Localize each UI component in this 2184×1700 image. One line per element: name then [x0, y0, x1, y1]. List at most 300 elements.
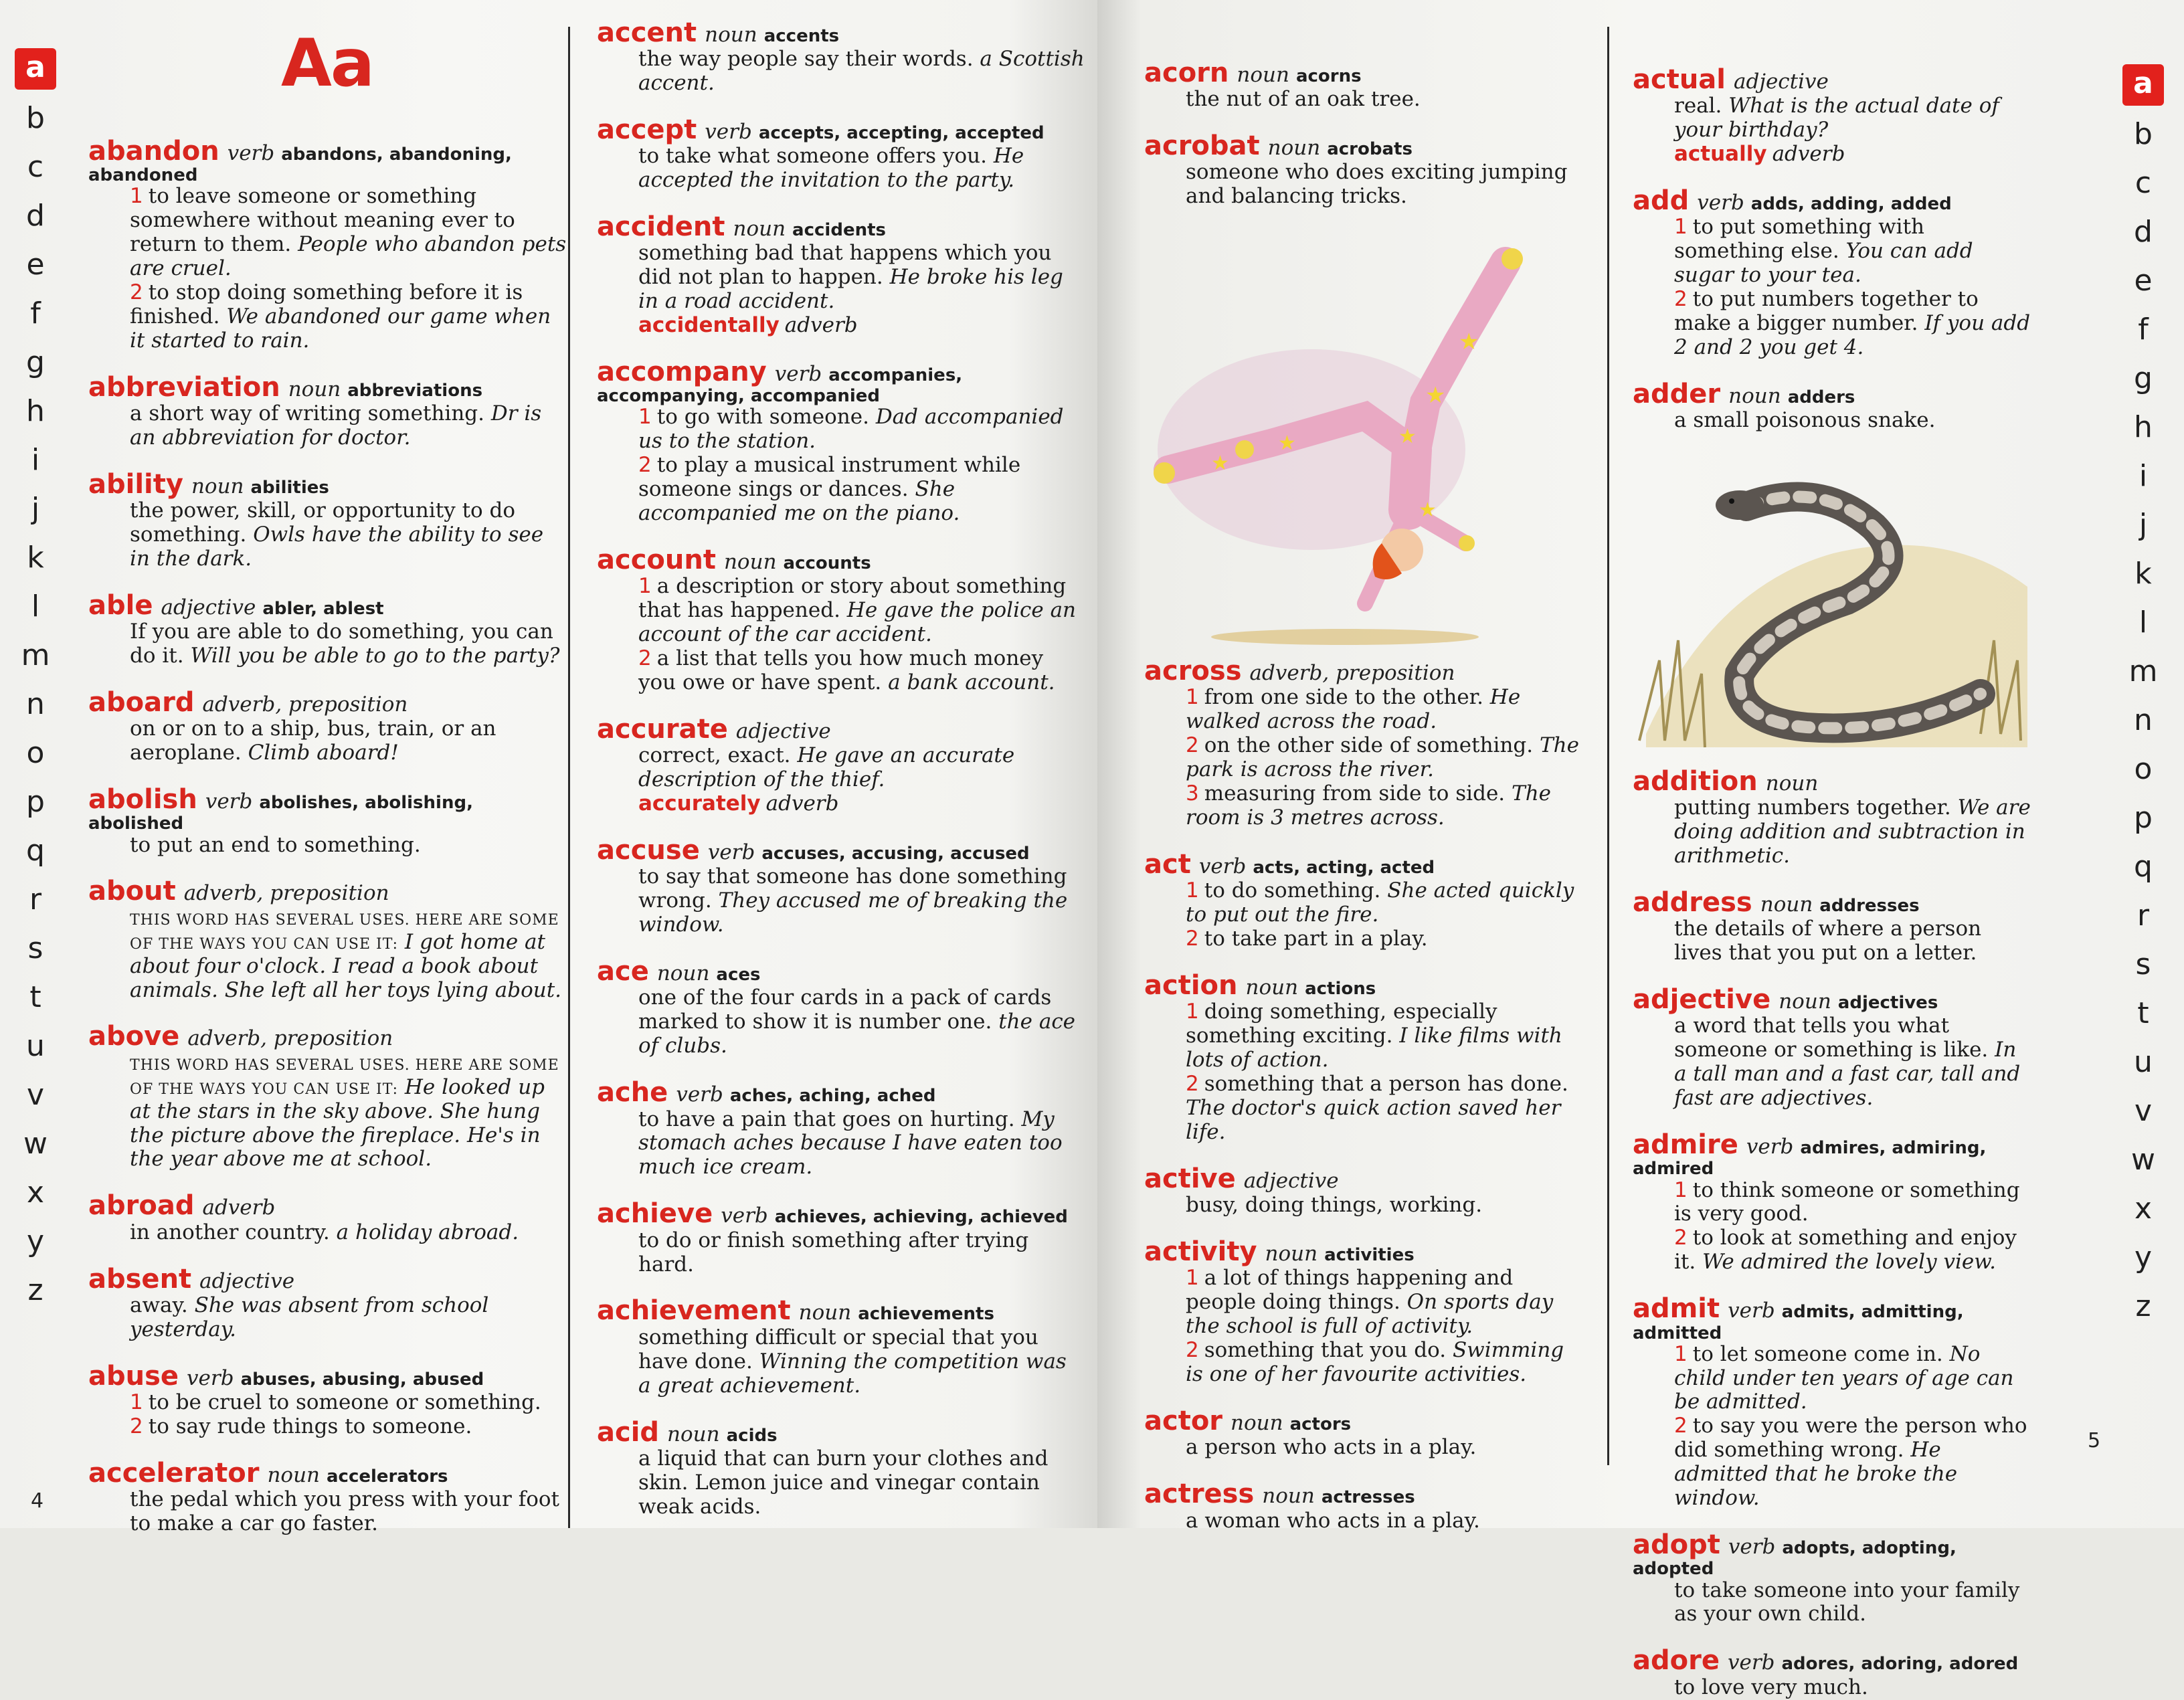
page-number-right: 5	[2088, 1429, 2101, 1452]
definition	[638, 145, 1085, 193]
headword: addition	[1633, 766, 1758, 797]
entry-header	[88, 470, 567, 499]
definition	[1674, 1343, 2034, 1415]
alphabet-letter: p	[2134, 801, 2153, 835]
headword: abbreviation	[88, 371, 280, 403]
right-page	[1097, 0, 2184, 1699]
dictionary-entry	[88, 1192, 567, 1244]
example-sentence: The room is 3 metres across.	[1186, 781, 1552, 830]
entry-body	[1674, 94, 2034, 167]
sense-number: 2	[130, 1414, 143, 1438]
example-sentence: Climb aboard!	[248, 741, 399, 765]
part-of-speech: noun	[798, 1301, 852, 1325]
definition-text: the way people say their words.	[638, 47, 974, 72]
definition	[638, 575, 1085, 647]
definition	[1186, 161, 1579, 209]
adder-snake-icon	[1633, 453, 2034, 767]
definition	[130, 1488, 567, 1536]
headword: aboard	[88, 687, 195, 719]
part-of-speech: noun	[667, 1422, 720, 1446]
part-of-speech: verb	[1198, 854, 1247, 879]
entry-header	[1144, 132, 1579, 161]
definition-text: someone who does exciting jumping and balancing tricks.	[1186, 160, 1568, 209]
acrobat-icon	[1144, 229, 1559, 657]
part-of-speech: adverb, preposition	[202, 692, 408, 717]
example-sentence: Swimming is one of her favourite activities.	[1186, 1338, 1564, 1387]
alphabet-letter: j	[31, 492, 40, 526]
dictionary-entry	[597, 358, 1085, 526]
entry-header	[88, 688, 567, 717]
example-sentence: Owls have the ability to see in the dark.	[130, 523, 544, 571]
definition-text: to say that someone has done something wrong.	[638, 864, 1067, 913]
entry-header	[1633, 66, 2034, 94]
entry-header	[88, 137, 567, 185]
dictionary-entry	[88, 591, 567, 668]
definition	[1674, 917, 2034, 965]
dictionary-entry	[1144, 1407, 1579, 1460]
headword: ache	[597, 1077, 668, 1109]
headword: accuse	[597, 835, 700, 866]
derived-word: accurately	[638, 791, 761, 816]
entry-header	[597, 1078, 1085, 1107]
entry-body	[130, 1221, 567, 1245]
headword: action	[1144, 970, 1238, 1002]
derived-form	[638, 792, 1085, 816]
inflections: abandons, abandoning, abandoned	[88, 145, 512, 186]
acrobat-illustration	[1144, 229, 1579, 657]
definition	[638, 986, 1085, 1058]
example-sentence: We admired the lovely view.	[1702, 1250, 1996, 1274]
entry-header	[597, 546, 1085, 575]
example-sentence: He gave the police an account of the car accident.	[638, 598, 1077, 647]
sense-number: 1	[1674, 215, 1688, 240]
definition-text: a small poisonous snake.	[1674, 408, 1936, 433]
definition-text: to stop doing something before it is finished.	[130, 280, 523, 329]
definition-text: If you are able to do something, you can do it.	[130, 620, 553, 668]
part-of-speech: noun	[733, 217, 786, 242]
example-sentence: We abandoned our game when it started to rain.	[130, 304, 551, 353]
headword: actual	[1633, 64, 1726, 95]
entry-body	[1674, 1179, 2034, 1275]
definition-text: to take someone into your family as your own child.	[1674, 1578, 2020, 1626]
part-of-speech: verb	[676, 1082, 723, 1107]
alphabet-letter: e	[2134, 264, 2153, 298]
example-sentence: He broke his leg in a road accident.	[638, 265, 1063, 314]
definition-text: to do something.	[1204, 878, 1381, 903]
sense-number: 2	[1674, 1226, 1688, 1250]
alphabet-letter: m	[21, 638, 50, 672]
alphabet-letter: t	[29, 980, 41, 1014]
sense-number: 2	[1186, 927, 1199, 951]
dictionary-entry	[1144, 59, 1579, 112]
definition-text: to let someone come in.	[1692, 1341, 1943, 1366]
part-of-speech: adjective	[161, 595, 256, 620]
entry-header	[1144, 59, 1579, 88]
definition-text: doing something, especially something exciting.	[1186, 1000, 1497, 1048]
dictionary-entry	[597, 19, 1085, 96]
definition-text: the nut of an oak tree.	[1186, 87, 1421, 112]
alphabet-letter: g	[26, 345, 45, 379]
alphabet-letter: m	[2128, 654, 2158, 688]
entry-body	[1186, 1266, 1579, 1387]
dictionary-entry	[597, 1078, 1085, 1179]
part-of-speech: verb	[187, 1365, 234, 1390]
definition-text: to love very much.	[1674, 1675, 1868, 1699]
part-of-speech: verb	[1728, 1299, 1775, 1323]
definition	[130, 1294, 567, 1342]
alphabet-tab-active: a	[2122, 64, 2164, 106]
dictionary-entry	[1633, 767, 2034, 868]
alphabet-letter: j	[2138, 508, 2148, 542]
alphabet-index-left	[15, 48, 56, 1315]
headword: ace	[597, 956, 649, 987]
sense-number: 1	[1186, 1266, 1199, 1291]
part-of-speech: adjective	[735, 719, 831, 744]
dictionary-entry	[1633, 1646, 2034, 1699]
entry-body	[130, 1391, 567, 1439]
entry-header	[597, 19, 1085, 48]
entry-header	[597, 116, 1085, 145]
definition-text: real.	[1674, 94, 1722, 118]
inflections: accuses, accusing, accused	[761, 844, 1030, 864]
entry-header	[597, 957, 1085, 986]
definition	[1186, 1072, 1579, 1145]
headword: address	[1633, 887, 1752, 919]
dictionary-entry	[597, 1297, 1085, 1398]
headword: accept	[597, 114, 697, 146]
entry-header	[1144, 971, 1579, 1000]
derived-form	[638, 314, 1085, 338]
dictionary-entry	[88, 1022, 567, 1171]
example-sentence: a bank account.	[888, 670, 1055, 695]
headword: achieve	[597, 1198, 713, 1230]
entry-header	[1633, 888, 2034, 917]
entry-header	[1633, 1531, 2034, 1578]
alphabet-letter: t	[2137, 996, 2149, 1030]
left-page	[0, 0, 1097, 1535]
alphabet-letter: e	[26, 248, 45, 282]
alphabet-letter: k	[27, 541, 44, 575]
headword: abuse	[88, 1360, 179, 1392]
entry-body	[130, 499, 567, 571]
definition	[1186, 879, 1579, 927]
part-of-speech: verb	[1746, 1135, 1794, 1159]
entry-header	[88, 1022, 567, 1051]
example-sentence: I like films with lots of action.	[1186, 1024, 1562, 1072]
part-of-speech: noun	[1779, 989, 1831, 1014]
definition-text: the power, skill, or opportunity to do something.	[130, 498, 516, 547]
definition	[130, 1221, 567, 1245]
definition-text: to put something with something else.	[1674, 215, 1925, 264]
alphabet-letter: f	[30, 296, 41, 330]
part-of-speech: noun	[656, 961, 710, 986]
headword: accelerator	[88, 1457, 260, 1489]
definition-text: to say you were the person who did something wrong.	[1674, 1414, 2027, 1462]
headword: able	[88, 590, 153, 622]
definition	[1186, 1436, 1579, 1460]
entry-body	[1186, 1000, 1579, 1145]
entry-body	[638, 145, 1085, 193]
alphabet-letter: z	[27, 1273, 43, 1307]
dictionary-entry	[1633, 187, 2034, 360]
entry-body	[638, 1447, 1085, 1519]
inflections: acts, acting, acted	[1253, 858, 1435, 878]
entry-body	[130, 1052, 567, 1172]
dictionary-entry	[597, 836, 1085, 937]
definition	[130, 717, 567, 765]
inflections: acids	[726, 1425, 778, 1446]
entry-body	[638, 986, 1085, 1058]
page-number-left: 4	[31, 1489, 44, 1513]
alphabet-letter: u	[2134, 1045, 2153, 1079]
entry-body	[130, 1294, 567, 1342]
part-of-speech: verb	[205, 789, 253, 814]
entry-header	[88, 877, 567, 906]
example-sentence: He admitted that he broke the window.	[1674, 1438, 1958, 1511]
part-of-speech: adverb, preposition	[1249, 661, 1455, 686]
headword: adore	[1633, 1645, 1720, 1677]
headword: admit	[1633, 1293, 1720, 1325]
definition	[1186, 734, 1579, 782]
alphabet-letter: r	[29, 882, 42, 917]
entry-body	[1186, 1436, 1579, 1460]
part-of-speech: adjective	[199, 1268, 295, 1293]
headword: actor	[1144, 1406, 1223, 1437]
alphabet-letter: d	[26, 199, 45, 233]
derived-pos: adverb	[765, 791, 839, 816]
definition-text: something that you do.	[1204, 1338, 1447, 1363]
entry-header	[1144, 1407, 1579, 1436]
example-sentence: The doctor's quick action saved her life.	[1186, 1096, 1561, 1145]
definition-text: to do or finish something after trying hard.	[638, 1228, 1029, 1277]
entry-header	[88, 1459, 567, 1488]
entry-body	[1674, 215, 2034, 360]
entry-header	[88, 591, 567, 620]
alphabet-letter: x	[2134, 1192, 2153, 1226]
entry-body	[130, 620, 567, 668]
entry-body	[638, 1229, 1085, 1277]
entry-header	[1633, 380, 2034, 409]
part-of-speech: verb	[705, 120, 752, 145]
alphabet-letter: o	[2134, 752, 2153, 786]
entry-body	[1674, 1343, 2034, 1511]
headword: acid	[597, 1416, 660, 1448]
entry-header	[597, 1200, 1085, 1228]
column-2	[597, 19, 1085, 1528]
definition	[1186, 88, 1579, 112]
derived-word: actually	[1674, 142, 1767, 167]
inflections: aches, aching, ached	[729, 1086, 936, 1107]
headword: ability	[88, 469, 183, 500]
alphabet-letter: c	[27, 150, 44, 184]
definition-text: busy, doing things, working.	[1186, 1193, 1483, 1218]
letter-heading: Aa	[281, 25, 373, 102]
part-of-speech: noun	[1760, 892, 1813, 917]
definition-text: measuring from side to side.	[1204, 781, 1506, 806]
entry-body	[130, 402, 567, 450]
alphabet-letter: g	[2134, 361, 2153, 395]
alphabet-letter: i	[31, 443, 40, 477]
definition-text: to think someone or something is very good.	[1674, 1177, 2020, 1226]
example-sentence: They accused me of breaking the window.	[638, 888, 1068, 937]
dictionary-entry	[1633, 380, 2034, 433]
headword: actress	[1144, 1479, 1255, 1510]
entry-body	[638, 744, 1085, 816]
definition	[1186, 1000, 1579, 1072]
entry-body	[1186, 879, 1579, 951]
inflections: accidents	[792, 220, 886, 241]
inflections: acrobats	[1327, 139, 1413, 160]
definition-text: a liquid that can burn your clothes and skin. Lemon juice and vinegar contain weak acids.	[638, 1446, 1049, 1519]
example-sentence: My stomach aches because I have eaten too much ice cream.	[638, 1107, 1063, 1179]
entry-body	[1186, 1509, 1579, 1533]
entry-header	[597, 715, 1085, 744]
definition-text: in another country.	[130, 1220, 330, 1244]
entry-body	[1186, 1194, 1579, 1218]
alphabet-letter: l	[31, 589, 40, 624]
headword: add	[1633, 185, 1690, 217]
headword: adjective	[1633, 984, 1771, 1016]
entry-body	[638, 405, 1085, 526]
sense-number: 2	[1186, 1338, 1199, 1363]
svg-text:★: ★	[1419, 498, 1437, 523]
part-of-speech: verb	[774, 362, 822, 387]
example-sentence: The park is across the river.	[1186, 733, 1579, 782]
definition-text: the details of where a person lives that you put on a letter.	[1674, 917, 1982, 965]
definition-text: one of the four cards in a pack of cards marked to show it is number one.	[638, 985, 1052, 1034]
part-of-speech: adverb, preposition	[183, 881, 389, 906]
definition	[130, 185, 567, 281]
inflections: abler, ablest	[262, 599, 384, 620]
part-of-speech: verb	[227, 141, 275, 165]
alphabet-letter: v	[26, 1078, 45, 1112]
definition-text: the pedal which you press with your foot to make a car go faster.	[130, 1487, 559, 1535]
alphabet-letter: w	[23, 1127, 48, 1161]
definition	[1186, 927, 1579, 951]
dictionary-entry	[1633, 985, 2034, 1111]
entry-body	[130, 907, 567, 1003]
derived-pos: adverb	[1772, 142, 1845, 167]
alphabet-letter: c	[2134, 166, 2152, 200]
definition-text: to look at something and enjoy it.	[1674, 1226, 2017, 1274]
sense-number: 2	[1674, 1414, 1688, 1438]
entry-body	[130, 717, 567, 765]
definition	[130, 499, 567, 571]
sense-number: 1	[638, 405, 652, 430]
definition-text: a word that tells you what someone or something is like.	[1674, 1014, 1989, 1062]
entry-body	[1674, 1014, 2034, 1111]
definition-text: something that a person has done.	[1204, 1072, 1568, 1097]
definition-text: a description or story about something that has happened.	[638, 574, 1067, 623]
entry-body	[638, 48, 1085, 96]
alphabet-letter: d	[2134, 215, 2153, 249]
inflections: aces	[716, 965, 761, 985]
headword: adder	[1633, 378, 1721, 409]
headword: accurate	[597, 714, 728, 745]
inflections: accompanies, accompanying, accompanied	[597, 365, 963, 407]
example-sentence: We are doing addition and subtraction in arithmetic.	[1674, 795, 2031, 868]
entry-header	[1633, 985, 2034, 1014]
headword: absent	[88, 1263, 192, 1295]
example-sentence: He looked up at the stars in the sky above. She hung the picture above the fireplace. He's in the year above me at school.	[130, 1074, 545, 1171]
inflections: admits, admitting, admitted	[1633, 1302, 1964, 1343]
part-of-speech: noun	[1265, 1242, 1318, 1266]
alphabet-index-right	[2122, 64, 2164, 1331]
dictionary-entry	[1633, 66, 2034, 167]
dictionary-entry	[1144, 1165, 1579, 1218]
definition	[1674, 1676, 2034, 1700]
definition	[1186, 1266, 1579, 1339]
definition	[130, 1391, 567, 1415]
dictionary-entry	[88, 877, 567, 1002]
definition	[638, 1447, 1085, 1519]
alphabet-letter: n	[26, 687, 45, 721]
definition-text: on the other side of something.	[1204, 733, 1534, 758]
example-sentence: People who abandon pets are cruel.	[130, 232, 567, 281]
definition-text: something bad that happens which you did not plan to happen.	[638, 241, 1052, 290]
definition-text: to take part in a play.	[1204, 927, 1428, 951]
entry-body	[130, 834, 567, 858]
part-of-speech: verb	[1727, 1650, 1775, 1675]
definition	[1186, 1509, 1579, 1533]
definition	[1674, 1226, 2034, 1274]
inflections: accents	[763, 26, 840, 46]
inflections: activities	[1324, 1245, 1415, 1266]
sense-number: 1	[130, 1390, 143, 1414]
entry-body	[638, 575, 1085, 695]
definition	[1674, 409, 2034, 433]
dictionary-entry	[1144, 132, 1579, 209]
example-sentence: I got home at about four o'clock. I read a book about animals. She left all her toys lying about.	[130, 929, 562, 1002]
definition-text: to say rude things to someone.	[148, 1414, 472, 1438]
definition	[1186, 1194, 1579, 1218]
inflections: addresses	[1819, 896, 1920, 917]
entry-header	[1633, 1295, 2034, 1342]
part-of-speech: noun	[1728, 383, 1781, 408]
example-sentence: the ace of clubs.	[638, 1010, 1076, 1058]
definition	[1674, 94, 2034, 143]
definition-text: to be cruel to someone or something.	[148, 1390, 541, 1414]
headword: adopt	[1633, 1529, 1720, 1561]
entry-body	[1186, 161, 1579, 209]
sense-number: 2	[1674, 287, 1688, 312]
entry-body	[638, 242, 1085, 338]
alphabet-letter: z	[2135, 1289, 2151, 1323]
entry-header	[88, 1192, 567, 1220]
definition	[638, 744, 1085, 792]
example-sentence: On sports day the school is full of activity.	[1186, 1290, 1554, 1339]
sense-number: 1	[1186, 685, 1199, 710]
example-sentence: He accepted the invitation to the party.	[638, 144, 1024, 193]
headword: active	[1144, 1163, 1236, 1195]
entry-body	[1674, 917, 2034, 965]
definition-text: a woman who acts in a play.	[1186, 1508, 1480, 1533]
inflections: abilities	[250, 478, 329, 498]
definition	[638, 242, 1085, 314]
example-sentence: She was absent from school yesterday.	[130, 1293, 489, 1341]
inflections: adores, adoring, adored	[1781, 1654, 2019, 1675]
definition	[1674, 1414, 2034, 1511]
column-divider	[568, 27, 570, 1528]
definition	[1674, 288, 2034, 360]
definition-text: a list that tells you how much money you owe or have spent.	[638, 646, 1044, 695]
alphabet-letter: b	[2134, 117, 2153, 151]
example-sentence: She acted quickly to put out the fire.	[1186, 878, 1574, 927]
part-of-speech: noun	[1267, 136, 1321, 161]
example-sentence: You can add sugar to your tea.	[1674, 239, 1973, 288]
inflections: accelerators	[327, 1466, 448, 1487]
sense-number: 1	[1186, 1000, 1199, 1024]
